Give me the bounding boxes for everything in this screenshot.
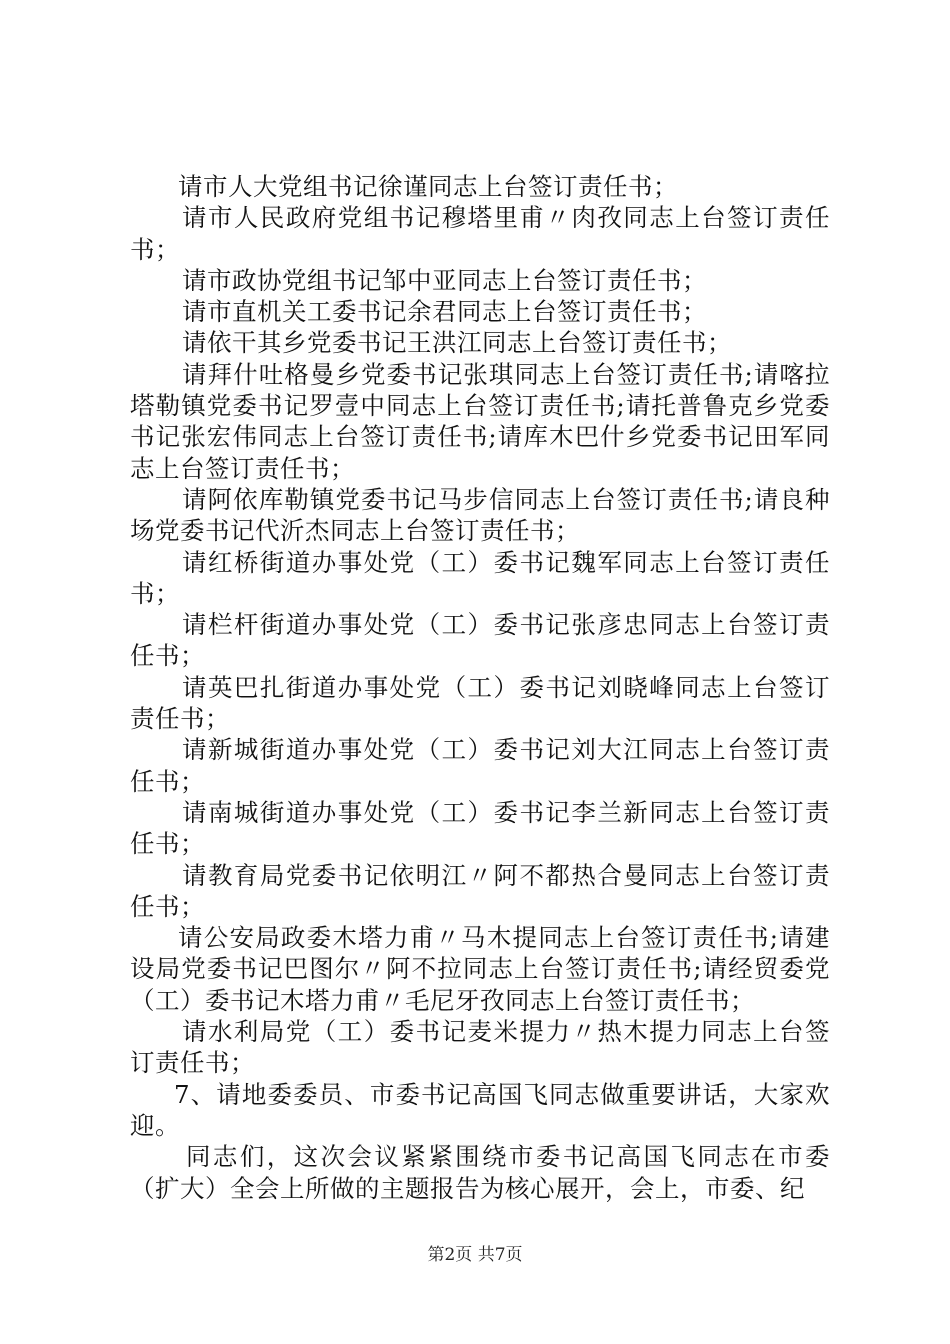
paragraph-2: 请市人民政府党组书记穆塔里甫〃肉孜同志上台签订责任书； bbox=[130, 203, 830, 264]
paragraph-7: 请阿依库勒镇党委书记马步信同志上台签订责任书;请良种场党委书记代沂杰同志上台签订责任书； bbox=[130, 484, 830, 546]
page-number: 第2页 共7页 bbox=[427, 1245, 523, 1265]
paragraph-4: 请市直机关工委书记余君同志上台签订责任书； bbox=[182, 297, 707, 327]
document-body bbox=[130, 171, 830, 1204]
paragraph-8: 请红桥街道办事处党（工）委书记魏军同志上台签订责任书； bbox=[130, 547, 830, 608]
paragraph-1: 请市人大党组书记徐谨同志上台签订责任书； bbox=[178, 172, 678, 201]
paragraph-12: 请南城街道办事处党（工）委书记李兰新同志上台签订责任书； bbox=[130, 797, 830, 859]
paragraph-11: 请新城街道办事处党（工）委书记刘大江同志上台签订责任书； bbox=[130, 735, 830, 796]
paragraph-13: 请教育局党委书记依明江〃阿不都热合曼同志上台签订责任书； bbox=[130, 860, 830, 921]
paragraph-17: 同志们，这次会议紧紧围绕市委书记高国飞同志在市委（扩大）全会上所做的主题报告为核心展开，会上，市委、纪 bbox=[130, 1142, 830, 1203]
page-footer bbox=[0, 1240, 950, 1265]
paragraph-3: 请市政协党组书记邹中亚同志上台签订责任书； bbox=[182, 265, 707, 295]
paragraph-10: 请英巴扎街道办事处党（工）委书记刘晓峰同志上台签订责任书； bbox=[130, 672, 830, 734]
paragraph-16: 7、请地委委员、市委书记高国飞同志做重要讲话，大家欢迎。 bbox=[130, 1079, 830, 1140]
paragraph-9: 请栏杆街道办事处党（工）委书记张彦忠同志上台签订责任书； bbox=[130, 610, 830, 671]
paragraph-6: 请拜什吐格曼乡党委书记张琪同志上台签订责任书;请喀拉塔勒镇党委书记罗壹中同志上台签订责任书;请托普鲁克乡党委书记张宏伟同志上台签订责任书;请库木巴什乡党委书记田军同志上台签订责任书； bbox=[130, 359, 830, 483]
paragraph-5: 请依干其乡党委书记王洪江同志上台签订责任书； bbox=[182, 328, 732, 358]
paragraph-14: 请公安局政委木塔力甫〃马木提同志上台签订责任书;请建设局党委书记巴图尔〃阿不拉同志上台签订责任书;请经贸委党（工）委书记木塔力甫〃毛尼牙孜同志上台签订责任书； bbox=[130, 923, 830, 1015]
paragraph-15: 请水利局党（工）委书记麦米提力〃热木提力同志上台签订责任书； bbox=[130, 1017, 830, 1078]
